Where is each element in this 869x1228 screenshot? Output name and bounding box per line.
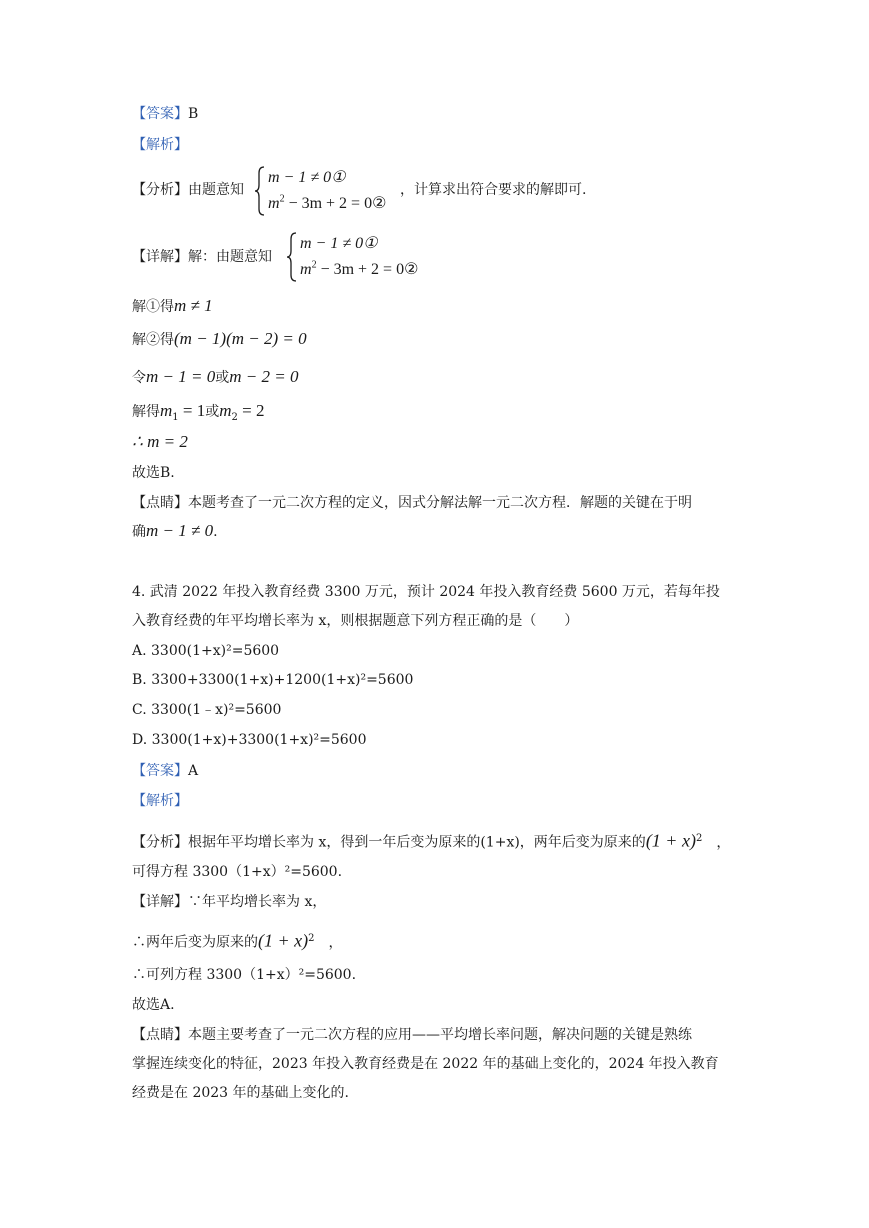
q4-xiangjie-line3: ∴可列方程 3300（1+x）²=5600.: [132, 967, 357, 983]
q4-answer-value: A: [188, 763, 199, 779]
fenxi-system: [254, 165, 404, 217]
answer-value: B: [188, 106, 199, 122]
step1: 解①得m ≠ 1: [132, 296, 213, 315]
q4-dianjing-line2: 掌握连续变化的特征，2023 年投入教育经费是在 2022 年的基础上变化的，2024 年投入教育: [132, 1056, 719, 1072]
q4-xiangjie-line1: 【详解】∵年平均增长率为 x，: [132, 894, 327, 910]
analysis-tag: 【解析】: [132, 137, 188, 153]
q4-option-b: B. 3300+3300(1+x)+1200(1+x)²=5600: [132, 672, 414, 688]
q4-xiangjie-line2: ∴两年后变为原来的$(1 + x)^2$ ，: [132, 930, 343, 951]
answer-line: [132, 104, 198, 124]
choose-b: 故选B.: [132, 465, 175, 481]
fenxi-eq1: m − 1 ≠ 0①: [268, 169, 346, 186]
xiangjie-line: [132, 247, 272, 267]
q4-dianjing-line3: 经费是在 2023 年的基础上变化的.: [132, 1085, 349, 1101]
q4-option-c: C. 3300(1﹣x)²=5600: [132, 702, 282, 718]
xiangjie-eq1: m − 1 ≠ 0①: [300, 235, 378, 252]
xiangjie-system: [286, 231, 436, 283]
fenxi-line: [132, 180, 244, 200]
xiangjie-eq2: $m^2 - 3m + 2$ = 0②: [300, 259, 419, 278]
answer-tag: 【答案】: [132, 106, 188, 122]
fenxi-suffix: ，计算求出符合要求的解即可.: [400, 182, 587, 198]
dianjing-line1: 【点睛】本题考查了一元二次方程的定义，因式分解法解一元二次方程．解题的关键在于明: [132, 495, 692, 511]
q4-choose: 故选A.: [132, 997, 175, 1013]
step3: 令m − 1 = 0或m − 2 = 0: [132, 367, 299, 386]
xiangjie-prefix: 解：由题意知: [188, 249, 272, 265]
step5: ∴ m = 2: [132, 432, 188, 451]
xiangjie-tag: 【详解】: [132, 249, 188, 265]
step4: 解得$m_1 = 1$或$m_2 = 2$: [132, 401, 265, 423]
q4-dianjing-line1: 【点睛】本题主要考查了一元二次方程的应用——平均增长率问题，解决问题的关键是熟练: [132, 1027, 692, 1043]
q4-fenxi-line1: 【分析】根据年平均增长率为 x，得到一年后变为原来的(1+x)，两年后变为原来的$(1 + x)^2$ ，: [132, 830, 731, 851]
left-brace-icon: [254, 165, 266, 217]
fenxi-eq2: $m^2 - 3m + 2$ = 0②: [268, 193, 387, 212]
q4-fenxi-line2: 可得方程 3300（1+x）²=5600.: [132, 864, 343, 880]
step2-math: (m − 1)(m − 2) = 0: [174, 329, 307, 348]
q4-option-d: D. 3300(1+x)+3300(1+x)²=5600: [132, 732, 367, 748]
step2: 解②得(m − 1)(m − 2) = 0: [132, 329, 307, 348]
q4-analysis-heading: 【解析】: [132, 793, 188, 809]
step1-math: m ≠ 1: [174, 296, 213, 315]
fenxi-tag: 【分析】: [132, 182, 188, 198]
dianjing-line2: 确m − 1 ≠ 0.: [132, 521, 218, 540]
left-brace-icon: [286, 231, 298, 283]
fenxi-prefix: 由题意知: [188, 182, 244, 198]
q4-answer-line: 【答案】A: [132, 763, 199, 779]
q4-stem-line1: 4. 武清 2022 年投入教育经费 3300 万元，预计 2024 年投入教育经费 5600 万元，若每年投: [132, 584, 720, 600]
q4-stem-line2: 入教育经费的年平均增长率为 x，则根据题意下列方程正确的是（ ）: [132, 613, 579, 629]
analysis-heading: [132, 135, 188, 155]
q4-option-a: A. 3300(1+x)²=5600: [132, 643, 280, 659]
